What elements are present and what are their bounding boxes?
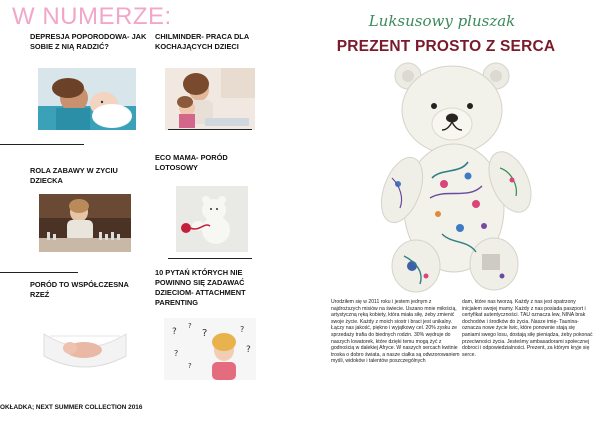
divider (168, 258, 252, 259)
article-headline: PREZENT PROSTO Z SERCA (336, 38, 556, 55)
article-subtitle: Luksusowy pluszak (368, 12, 516, 30)
photo-newborn-hammock (40, 316, 130, 378)
article-title-postpartum-depression[interactable]: DEPRESJA POPORODOWA- JAK SOBIE Z NIĄ RADZIĆ? (30, 32, 147, 51)
article-title-attachment-parenting[interactable]: 10 PYTAŃ KTÓRYCH NIE POWINNO SIĘ ZADAWAĆ DZIECIOM- ATTACHMENT PARENTING (155, 268, 246, 307)
article-title-play-role[interactable]: ROLA ZABAWY W ZYCIU DZIECKA (30, 166, 118, 185)
svg-text:?: ? (188, 322, 192, 330)
embroidered-teddy-bear-image (372, 58, 532, 294)
svg-text:?: ? (174, 349, 179, 358)
article-title-lotus-birth[interactable]: ECO MAMA- PORÓD LOTOSOWY (155, 153, 228, 172)
issue-title: W NUMERZE: (12, 3, 172, 30)
svg-text:?: ? (202, 328, 208, 339)
article-title-birth-slaughter[interactable]: PORÓD TO WSPÓŁCZESNA RZEŹ (30, 280, 129, 299)
article-body-column-2: dam, które nas tworzą. Każdy z nas jest opatrzony inicjałem swojej mamy. Każdy z nas posiada paszport i certyfikat autentyczności. TAU oznacza lew, NINA brak dochodów i środków do życia. Nasze imię- Taunina- oznacza nowe życie lwic, które ponownie stają się paniami swego losu, dostają siłę pieniądza, żeby pokonać przeciwności życia. Jesteśmy ambasadorami społecznej dobroci i odpowiedzialności. Prezent, za którym kryje się serce. (462, 299, 593, 358)
svg-text:?: ? (188, 362, 192, 370)
photo-child-questions (164, 318, 256, 380)
divider (0, 272, 78, 273)
photo-lotus-birth-plush (176, 186, 248, 252)
divider (168, 129, 252, 130)
article-title-childminder[interactable]: CHILMINDER- PRACA DLA KOCHAJĄCYCH DZIECI (155, 32, 249, 51)
photo-mother-baby (38, 68, 136, 130)
svg-text:?: ? (246, 345, 251, 355)
svg-text:?: ? (240, 325, 245, 334)
divider (0, 144, 84, 145)
photo-child-playing (39, 194, 131, 252)
photo-childminder (165, 68, 255, 130)
cover-credit: OKŁADKA; NEXT SUMMER COLLECTION 2016 (0, 404, 143, 411)
article-body-column-1: Urodziłem się w 2011 roku i jestem jednym z najdroższych misiów na świecie. Uszano mnie miłością, artystyczną ręką kobiety, która miała siłę, żeby zmienić swoje życie. Każdy z moich siostr i braci jest unikalny. Łączy nas jakość, piękno i wyjątkowy cel. 20% zysku ze sprzedaży trafia do biednych rodzin. 30% wędruje do naszych lowatorek, które dzięki temu mogą żyć z godnością w dalekiej Afryce. W naszych sercach kwitnie troska o dobro świata, a nasze ciałka są odwzorowaniem myśli, widoków i talentów poszczególnych (331, 299, 460, 365)
svg-text:?: ? (172, 327, 177, 337)
